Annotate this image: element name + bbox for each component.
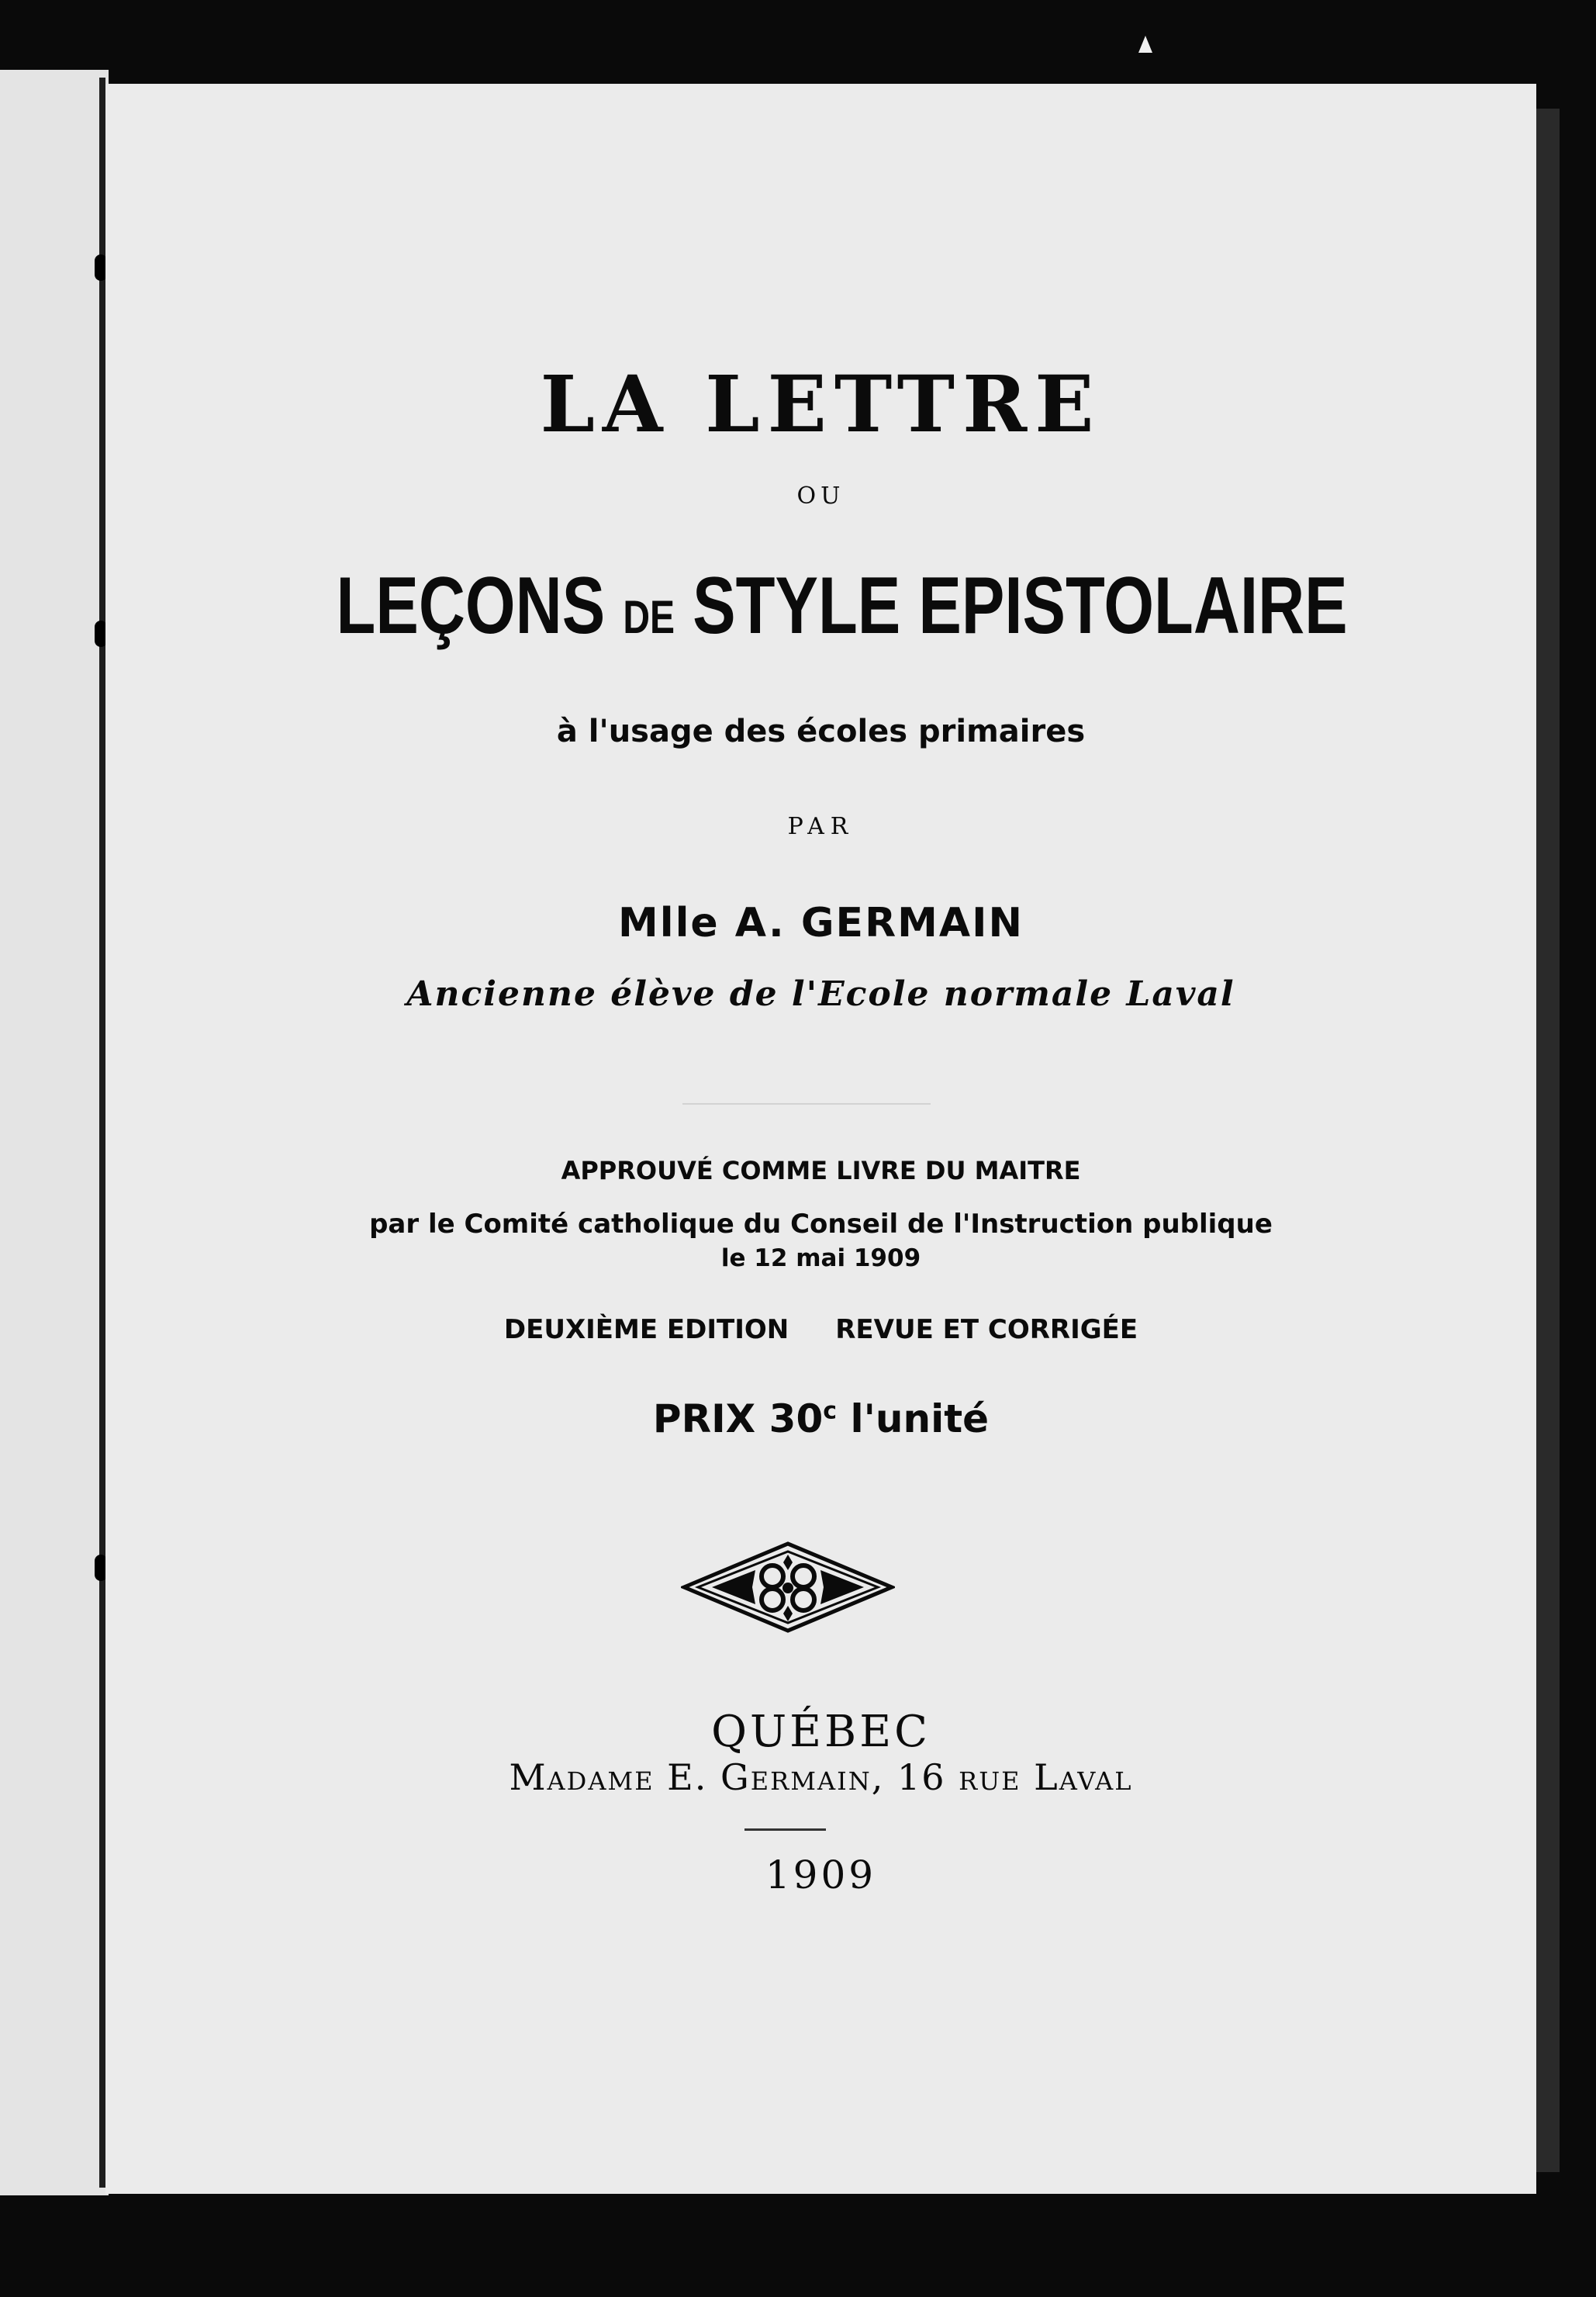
page-edge-shadow [1536, 109, 1560, 2172]
edition-number: DEUXIÈME EDITION [503, 1314, 789, 1345]
approval-statement: APPROUVÉ COMME LIVRE DU MAITRE [561, 1156, 1081, 1185]
approval-authority: par le Comité catholique du Conseil de l'Instruction publique [369, 1209, 1273, 1240]
title-conjunction: OU [796, 483, 845, 510]
intended-audience: à l'usage des écoles primaires [556, 714, 1086, 749]
divider-rule [682, 1103, 931, 1105]
scan-corner-marker [1138, 36, 1152, 53]
edition-info [105, 1314, 1536, 1345]
price-amount: 30 [769, 1396, 824, 1441]
publication-city: QUÉBEC [711, 1707, 931, 1757]
subtitle-part: STYLE EPISTOLAIRE [693, 561, 1348, 651]
price-unit: l'unité [850, 1396, 990, 1441]
publication-year: 1909 [765, 1852, 877, 1897]
by-line: PAR [787, 813, 855, 840]
binding-gutter [99, 78, 105, 2188]
publisher-address: Madame E. Germain, 16 rue Laval [509, 1756, 1133, 1798]
subtitle-part: DE [623, 591, 675, 643]
book-subtitle [270, 560, 1415, 652]
left-page-edge [0, 70, 109, 2195]
price-label: PRIX [652, 1396, 756, 1441]
edition-note: REVUE ET CORRIGÉE [835, 1314, 1138, 1345]
author-name: Mlle A. GERMAIN [618, 900, 1024, 946]
subtitle-part: LEÇONS [336, 561, 606, 651]
imprint-rule [744, 1828, 826, 1831]
price-line [105, 1396, 1536, 1441]
price-currency: c [823, 1397, 838, 1425]
approval-date: le 12 mai 1909 [720, 1244, 921, 1272]
book-title: LA LETTRE [540, 358, 1102, 450]
author-description: Ancienne élève de l'Ecole normale Laval [406, 974, 1235, 1014]
floral-ornament-icon [681, 1539, 895, 1635]
